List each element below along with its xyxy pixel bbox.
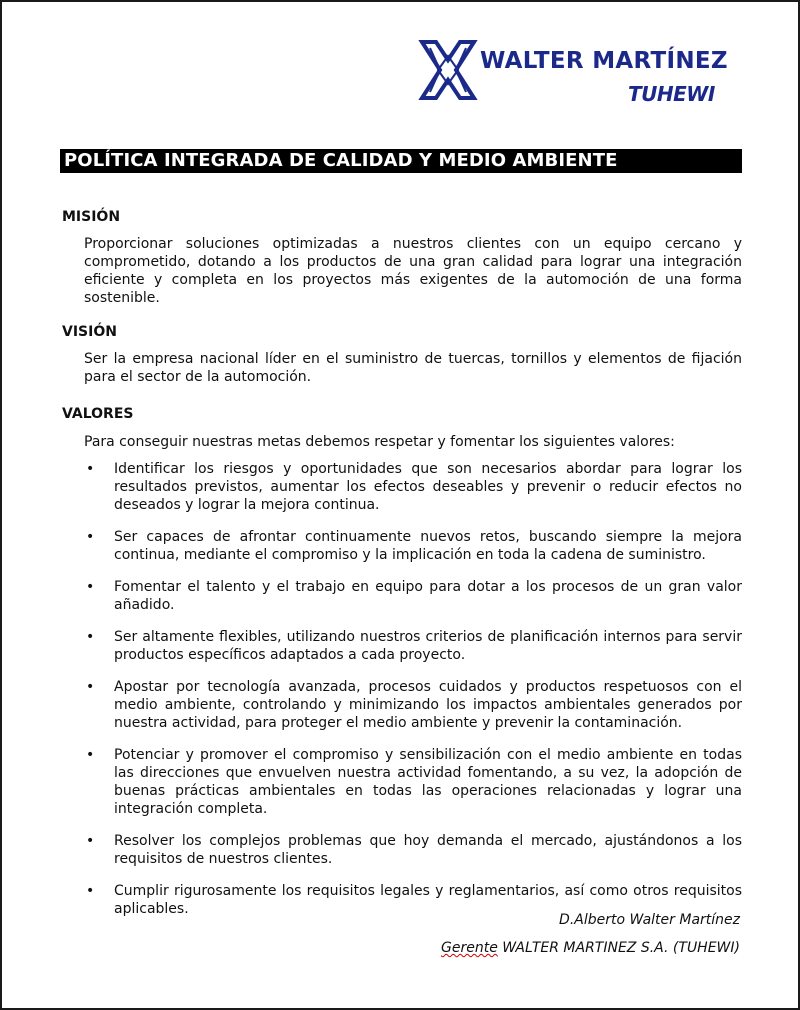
company-logo bbox=[418, 38, 738, 108]
signature-role bbox=[441, 940, 740, 956]
list-item bbox=[84, 528, 742, 564]
list-item bbox=[84, 832, 742, 868]
list-item-text: Potenciar y promover el compromiso y sensibilización con el medio ambiente en todas las direcciones que envuelven nuestra actividad fomentando, a su vez, la adopción de buenas prácticas ambientales en todas las operaciones relacionadas y lograr una integración completa. bbox=[114, 747, 742, 817]
list-item-text: Identificar los riesgos y oportunidades que son necesarios abordar para lograr los resultados previstos, aumentar los efectos deseables y prevenir o reducir efectos no deseados y lograr la mejora continua. bbox=[114, 461, 742, 513]
signature-role-title: Gerente bbox=[441, 940, 498, 956]
valores-list bbox=[84, 460, 742, 918]
bullet-icon: • bbox=[86, 833, 95, 849]
bullet-icon: • bbox=[86, 747, 95, 763]
list-item-text: Resolver los complejos problemas que hoy demanda el mercado, ajustándonos a los requisitos de nuestros clientes. bbox=[114, 833, 742, 867]
mision-text: Proporcionar soluciones optimizadas a nuestros clientes con un equipo cercano y comprometido, dotando a los productos de una gran calidad para lograr una integración eficiente y completa en los proyectos más exigentes de la automoción de una forma sostenible. bbox=[84, 236, 742, 306]
signature-company: WALTER MARTINEZ S.A. (TUHEWI) bbox=[497, 940, 740, 956]
logo-emblem-icon bbox=[418, 38, 478, 102]
list-item-text: Apostar por tecnología avanzada, procesos cuidados y productos respetuosos con el medio ambiente, controlando y minimizando los impactos ambientales generados por nuestra actividad, para proteger el medio ambiente y prevenir la contaminación. bbox=[114, 679, 742, 731]
list-item bbox=[84, 678, 742, 732]
bullet-icon: • bbox=[86, 461, 95, 477]
logo-company-name: WALTER MARTÍNEZ bbox=[480, 48, 728, 74]
vision-text: Ser la empresa nacional líder en el suministro de tuercas, tornillos y elementos de fijación para el sector de la automoción. bbox=[84, 351, 742, 385]
list-item bbox=[84, 746, 742, 818]
list-item bbox=[84, 628, 742, 664]
mision-heading: MISIÓN bbox=[62, 209, 121, 225]
list-item-text: Fomentar el talento y el trabajo en equipo para dotar a los procesos de un gran valor añadido. bbox=[114, 579, 742, 613]
list-item-text: Cumplir rigurosamente los requisitos legales y reglamentarios, así como otros requisitos aplicables. bbox=[114, 883, 742, 917]
valores-heading: VALORES bbox=[62, 406, 134, 422]
bullet-icon: • bbox=[86, 629, 95, 645]
bullet-icon: • bbox=[86, 883, 95, 899]
list-item bbox=[84, 578, 742, 614]
page-title: POLÍTICA INTEGRADA DE CALIDAD Y MEDIO AMBIENTE bbox=[64, 150, 618, 171]
vision-heading: VISIÓN bbox=[62, 324, 117, 340]
policy-title-bar bbox=[60, 149, 742, 173]
bullet-icon: • bbox=[86, 679, 95, 695]
bullet-icon: • bbox=[86, 529, 95, 545]
list-item-text: Ser capaces de afrontar continuamente nuevos retos, buscando siempre la mejora continua, mediante el compromiso y la implicación en toda la cadena de suministro. bbox=[114, 529, 742, 563]
list-item bbox=[84, 460, 742, 514]
bullet-icon: • bbox=[86, 579, 95, 595]
list-item-text: Ser altamente flexibles, utilizando nuestros criterios de planificación internos para servir productos específicos adaptados a cada proyecto. bbox=[114, 629, 742, 663]
valores-intro: Para conseguir nuestras metas debemos respetar y fomentar los siguientes valores: bbox=[84, 434, 675, 450]
signature-name: D.Alberto Walter Martínez bbox=[559, 912, 740, 928]
logo-brand: TUHEWI bbox=[628, 82, 715, 106]
